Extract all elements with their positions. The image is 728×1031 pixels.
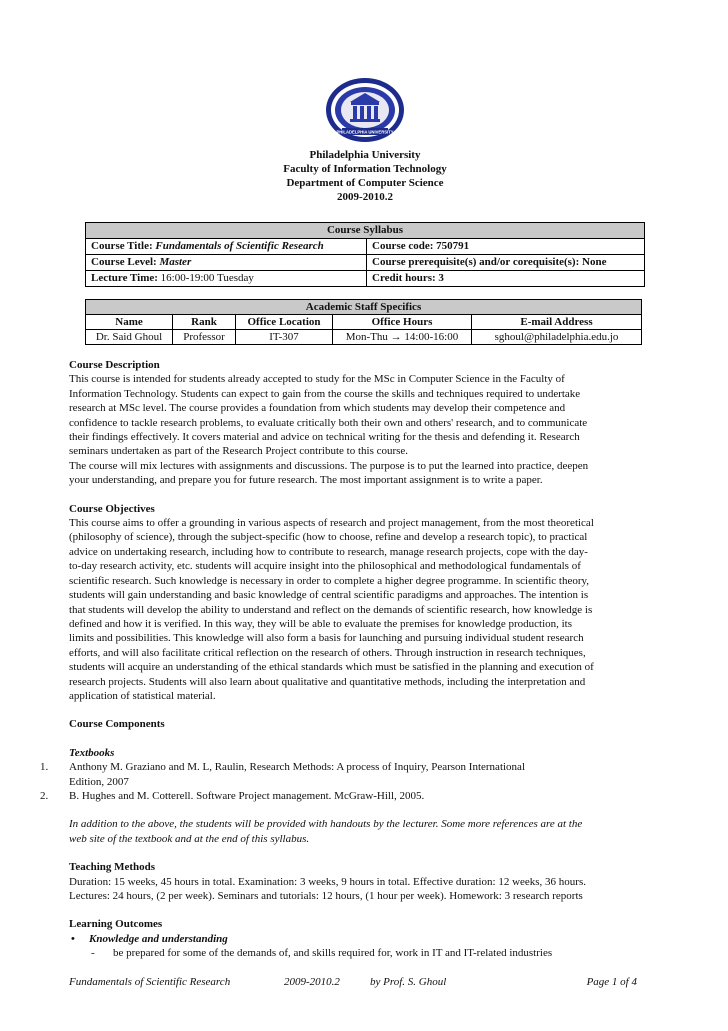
outcome-bullet-item (69, 932, 669, 946)
objectives-line: defined and how it is verified. In this way, they will be able to evaluate the premises for knowledge production, its (69, 617, 573, 630)
textbook-line: Edition, 2007 (69, 775, 129, 788)
footer-author: by Prof. S. Ghoul (370, 976, 447, 988)
objectives-line: research projects. Students will also learn about qualitative and quantitative methods, including the interpretation and (69, 675, 586, 688)
syllabus-table (85, 222, 645, 287)
description-line: This course is intended for students already accepted to study for the MSc in Computer Science in the Faculty of (69, 373, 565, 386)
description-line: your understanding, and prepare you for future research. The most important assignment is to write a paper. (69, 474, 543, 487)
description-line: confidence to tackle research problems, to evaluate critically both their own and others' research, and to communicate (69, 416, 588, 429)
syllabus-body (40, 358, 669, 961)
objectives-line: students will gain understanding and basic knowledge of central scientific paradigms and approaches. The intention is (69, 589, 589, 602)
outcome-dash-item (69, 946, 669, 960)
objectives-line: limits and possibilities. This knowledge will also form a basis for launching and pursuing individual student research (69, 632, 584, 645)
description-line: Information Technology. Students can expect to gain from the course the skills and techniques required to undertake (69, 387, 581, 400)
col-office-location: Office Location (236, 315, 333, 330)
footer-term: 2009-2010.2 (284, 976, 340, 988)
col-name: Name (86, 315, 173, 330)
lecture-time: 16:00-19:00 Tuesday (160, 272, 254, 284)
teaching-line: Lectures: 24 hours, (2 per week). Seminars and tutorials: 12 hours, (1 hour per week). Homework: 3 research reports (69, 890, 583, 902)
col-office-hours: Office Hours (333, 315, 472, 330)
objectives-line: This course aims to offer a grounding in various aspects of research and project management, from the most theoretical (69, 517, 594, 530)
syllabus-title: Course Syllabus (86, 223, 645, 239)
course-title-label: Course Title: (91, 240, 156, 252)
textbooks-heading: Textbooks (69, 746, 115, 759)
staff-email: sghoul@philadelphia.edu.jo (472, 330, 642, 345)
staff-hours: Mon-Thu → 14:00-16:00 (333, 330, 472, 345)
course-level-cell (86, 255, 367, 271)
university-logo (324, 76, 406, 144)
objectives-line: application of statistical material. (69, 689, 216, 702)
objectives-line: students will acquire an understanding of the ethical standards which must be satisfied in the planning and execution of (69, 661, 594, 674)
outcome-bullet-label: Knowledge and understanding (89, 932, 228, 945)
footer-page-number: Page 1 of 4 (586, 976, 637, 988)
components-heading: Course Components (69, 718, 165, 731)
lecture-time-cell (86, 271, 367, 287)
logo-text: PHILADELPHIA UNIVERSITY (336, 129, 394, 135)
description-line: their findings effectively. It covers material and advice on technical writing for the thesis and defending it. Research (69, 431, 580, 444)
description-line: seminars undertaken as part of the Research Project contribute to this course. (69, 445, 409, 458)
references-note-line: In addition to the above, the students will be provided with handouts by the lecturer. Some more references are at the (69, 818, 583, 831)
teaching-heading: Teaching Methods (69, 861, 156, 874)
objectives-line: (philosophy of science), through the subject-specific (how to choose, refine and develop a research topic), to practical (69, 531, 588, 544)
description-line: The course will mix lectures with assignments and discussions. The purpose is to put the learned into practice, deepen (69, 459, 589, 472)
university-header (250, 148, 480, 204)
description-line: research at MSc level. The course provides a foundation from which students may develop their competence and (69, 402, 566, 415)
textbook-item (40, 789, 669, 803)
outcome-dash-text: be prepared for some of the demands of, and skills required for, work in IT and IT-related industries (113, 947, 553, 960)
course-level-label: Course Level: (91, 256, 160, 268)
textbook-line: B. Hughes and M. Cotterell. Software Project management. McGraw-Hill, 2005. (69, 789, 425, 802)
academic-term: 2009-2010.2 (337, 191, 393, 203)
textbook-line: Anthony M. Graziano and M. L, Raulin, Research Methods: A process of Inquiry, Pearson International (69, 761, 525, 774)
textbook-number: 1. (40, 761, 49, 774)
course-code: Course code: 750791 (367, 239, 645, 255)
course-level: Master (159, 256, 192, 268)
textbook-number: 2. (40, 789, 49, 802)
staff-name: Dr. Said Ghoul (86, 330, 173, 345)
references-note-line: web site of the textbook and at the end of this syllabus. (69, 832, 310, 845)
staff-rank: Professor (173, 330, 236, 345)
bullet-icon: • (71, 932, 75, 945)
teaching-line: Duration: 15 weeks, 45 hours in total. Examination: 3 weeks, 9 hours in total. Effective duration: 12 weeks, 36 hours. (69, 875, 587, 888)
col-rank: Rank (173, 315, 236, 330)
staff-office: IT-307 (236, 330, 333, 345)
staff-table (85, 299, 642, 345)
objectives-line: that students will develop the ability to understand and reflect on the demands of scientific research, how knowledge is (69, 603, 593, 616)
objectives-line: to-day research activity, etc. students will acquire insight into the philosophical and methodological fundamentals of (69, 560, 581, 573)
description-heading: Course Description (69, 359, 160, 371)
university-name: Philadelphia University (309, 149, 421, 161)
lecture-time-label: Lecture Time: (91, 272, 161, 284)
objectives-heading: Course Objectives (69, 502, 155, 515)
course-prerequisite: Course prerequisite(s) and/or corequisite(s): None (367, 255, 645, 271)
objectives-line: advice on undertaking research, including how to contribute to research, manage research projects, cope with the day- (69, 545, 588, 558)
objectives-line: efforts, and will also facilitate critical reflection on the research of others. Through instruction in research techniques, (69, 646, 586, 659)
department-name: Department of Computer Science (286, 177, 444, 189)
staff-title: Academic Staff Specifics (86, 300, 642, 315)
faculty-name: Faculty of Information Technology (283, 163, 447, 175)
page-footer (69, 976, 637, 990)
course-title-cell (86, 239, 367, 255)
objectives-line: scientific research. Such knowledge is necessary in order to complete a higher degree programme. In scientific theory, (69, 574, 590, 587)
dash-icon: - (91, 947, 95, 960)
outcomes-heading: Learning Outcomes (69, 918, 163, 931)
footer-course: Fundamentals of Scientific Research (69, 976, 231, 988)
course-title: Fundamentals of Scientific Research (155, 240, 324, 252)
credit-hours: Credit hours: 3 (367, 271, 645, 287)
textbook-item (40, 760, 669, 789)
col-email: E-mail Address (472, 315, 642, 330)
